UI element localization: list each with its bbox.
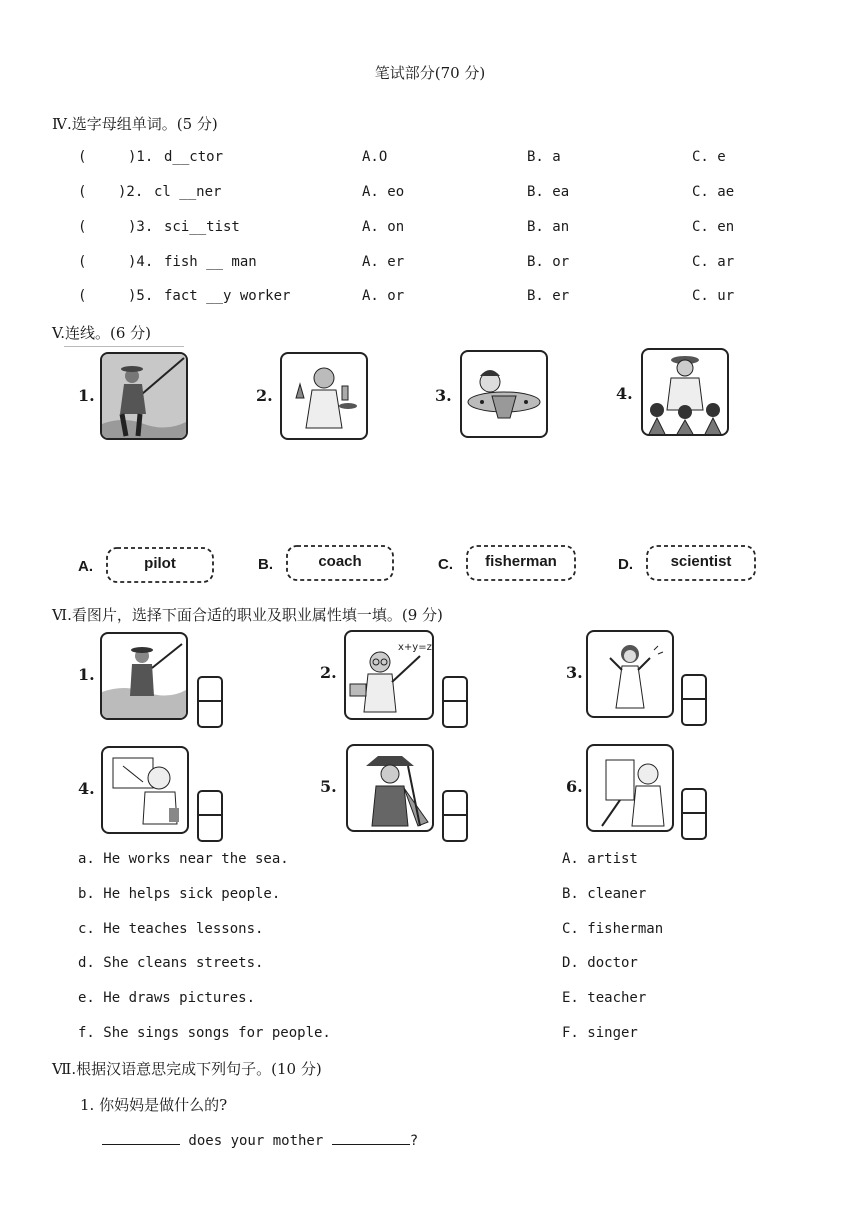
picture-number: 5. [320, 777, 337, 796]
answer-box[interactable] [442, 790, 468, 842]
blank-input[interactable] [332, 1130, 410, 1145]
coach-picture [641, 348, 729, 436]
answer-box[interactable] [442, 676, 468, 728]
question-word: fact __y worker [164, 288, 291, 304]
option-letter: B. [258, 556, 273, 573]
list-item: a. He works near the sea. [78, 851, 289, 867]
question-number: )1. [128, 149, 154, 165]
fisherman-picture [100, 632, 188, 720]
question-number: )2. [118, 184, 144, 200]
fisherman-picture [100, 352, 188, 440]
option-b: B. ea [527, 184, 570, 200]
option-b: B. an [527, 219, 570, 235]
sentence-end: ? [409, 1133, 419, 1149]
blank-input[interactable] [102, 1130, 180, 1145]
label-fisherman [464, 543, 578, 583]
answer-box[interactable] [197, 676, 223, 728]
label-text: fisherman [485, 553, 557, 570]
list-item: C. fisherman [562, 921, 664, 937]
option-letter: A. [78, 558, 93, 575]
list-item: b. He helps sick people. [78, 886, 281, 902]
answer-paren-open: ( [78, 254, 87, 270]
picture-number: 3. [566, 663, 583, 682]
option-b: B. a [527, 149, 561, 165]
sentence-middle: does your mother [180, 1133, 332, 1149]
teacher-picture [344, 630, 434, 720]
label-text: coach [318, 553, 362, 570]
answer-paren-open: ( [78, 149, 87, 165]
label-pilot [104, 545, 216, 585]
label-text: pilot [144, 555, 176, 572]
picture-number: 2. [256, 386, 273, 405]
question-word: fish __ man [164, 254, 257, 270]
picture-number: 6. [566, 777, 583, 796]
label-coach [284, 543, 396, 583]
cleaner-picture [346, 744, 434, 832]
artist-picture [586, 744, 674, 832]
question-prompt: 1. 你妈妈是做什么的? [80, 1096, 228, 1114]
option-letter: C. [438, 556, 453, 573]
picture-number: 2. [320, 663, 337, 682]
option-c: C. en [692, 219, 735, 235]
option-a: A. er [362, 254, 405, 270]
option-c: C. ar [692, 254, 735, 270]
list-item: c. He teaches lessons. [78, 921, 264, 937]
picture-number: 4. [616, 384, 633, 403]
list-item: F. singer [562, 1025, 638, 1041]
option-b: B. or [527, 254, 570, 270]
question-number: )5. [128, 288, 154, 304]
heading-underline [64, 346, 184, 347]
board-formula: x+y=z [398, 642, 432, 653]
list-item: A. artist [562, 851, 638, 867]
question-word: d__ctor [164, 149, 224, 165]
answer-paren-open: ( [78, 219, 87, 235]
answer-box[interactable] [681, 788, 707, 840]
section-7-heading: Ⅶ.根据汉语意思完成下列句子。(10 分) [52, 1060, 322, 1078]
list-item: f. She sings songs for people. [78, 1025, 331, 1041]
option-c: C. ur [692, 288, 735, 304]
picture-number: 1. [78, 386, 95, 405]
picture-number: 4. [78, 779, 95, 798]
option-a: A. or [362, 288, 405, 304]
option-a: A. on [362, 219, 405, 235]
section-4-heading: Ⅳ.选字母组单词。(5 分) [52, 115, 218, 133]
answer-paren-open: ( [78, 288, 87, 304]
answer-box[interactable] [197, 790, 223, 842]
page-title: 笔试部分(70 分) [374, 64, 486, 82]
list-item: d. She cleans streets. [78, 955, 264, 971]
option-c: C. e [692, 149, 726, 165]
question-number: )3. [128, 219, 154, 235]
question-number: )4. [128, 254, 154, 270]
list-item: B. cleaner [562, 886, 647, 902]
list-item: E. teacher [562, 990, 647, 1006]
option-a: A. eo [362, 184, 405, 200]
picture-number: 3. [435, 386, 452, 405]
label-scientist [644, 543, 758, 583]
picture-number: 1. [78, 665, 95, 684]
singer-picture [586, 630, 674, 718]
question-word: cl __ner [154, 184, 222, 200]
answer-box[interactable] [681, 674, 707, 726]
fill-sentence [102, 1130, 418, 1149]
section-5-heading: V.连线。(6 分) [52, 324, 151, 342]
list-item: e. He draws pictures. [78, 990, 256, 1006]
doctor-picture [101, 746, 189, 834]
option-letter: D. [618, 556, 633, 573]
option-b: B. er [527, 288, 570, 304]
pilot-picture [460, 350, 548, 438]
answer-paren-open: ( [78, 184, 87, 200]
option-a: A.O [362, 149, 388, 165]
scientist-picture [280, 352, 368, 440]
list-item: D. doctor [562, 955, 638, 971]
section-6-heading: Ⅵ.看图片，选择下面合适的职业及职业属性填一填。(9 分) [52, 606, 443, 624]
label-text: scientist [670, 553, 732, 570]
question-word: sci__tist [164, 219, 240, 235]
option-c: C. ae [692, 184, 735, 200]
